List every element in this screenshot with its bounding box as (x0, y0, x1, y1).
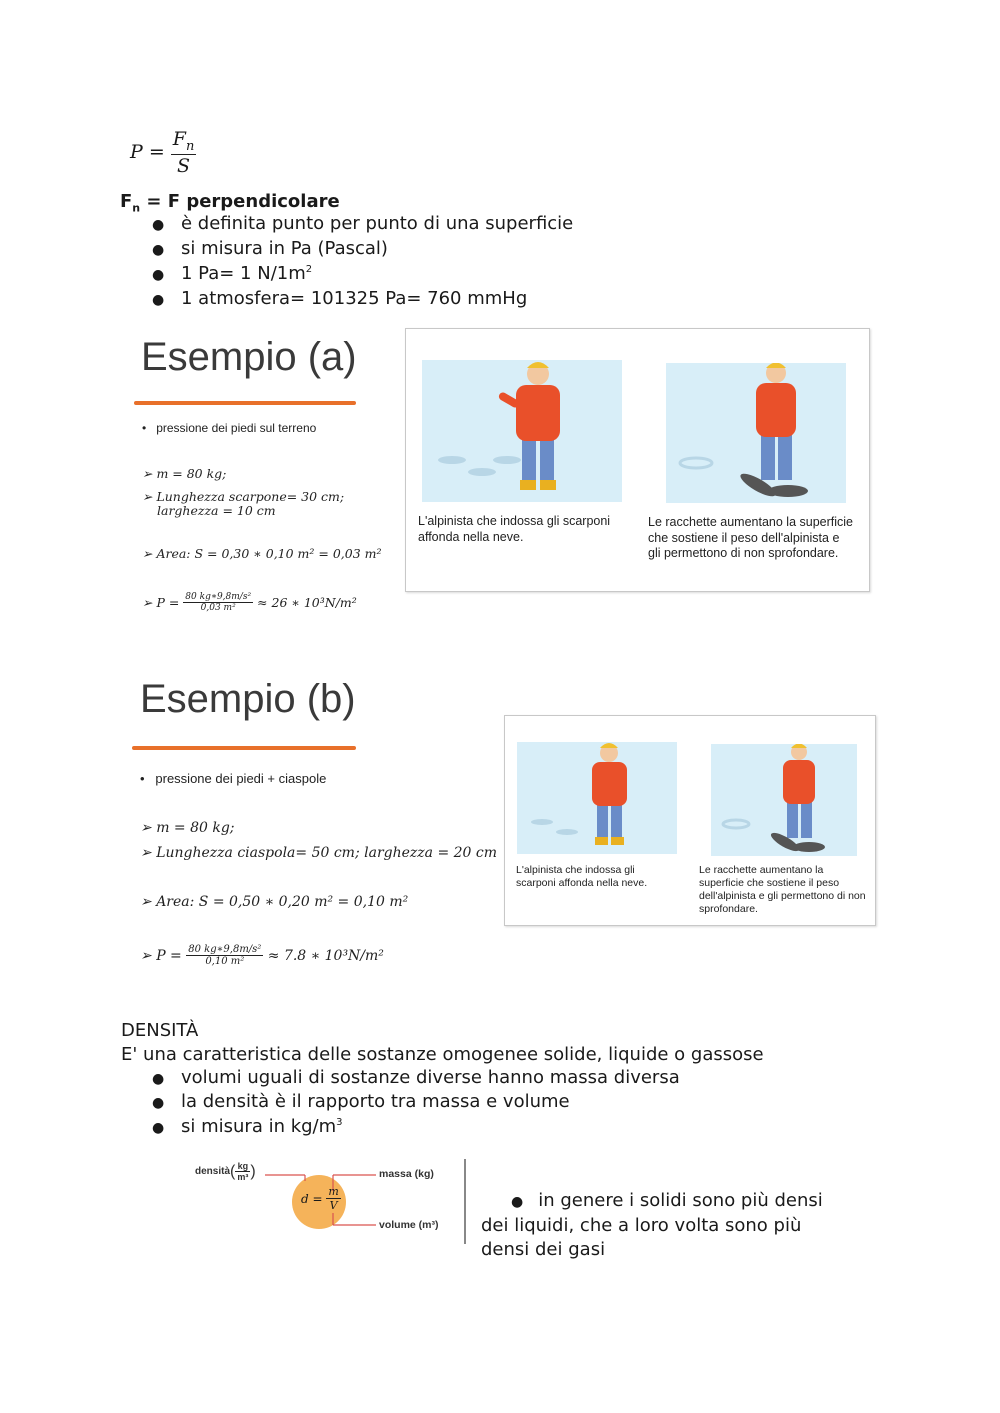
list-item: si misura in $kg/m^3$ (181, 1116, 343, 1137)
bullet-dot: ● (152, 267, 165, 283)
example-a-illustration (405, 328, 870, 592)
example-a-area: ➢ Area: S = 0,30 ∗ 0,10 m² = 0,03 m² (142, 546, 382, 561)
bullet-dot: ● (152, 242, 165, 258)
example-b-caption-left: L'alpinista che indossa gli scarponi affonda nella neve. (516, 864, 648, 890)
hiker-snowshoes-illustration (666, 363, 846, 503)
density-note (481, 1189, 823, 1262)
example-b-dimensions: ➢ Lunghezza ciaspola= 50 cm; larghezza = 20 cm (140, 845, 498, 861)
note-line: densi dei gasi (481, 1239, 606, 1260)
formula-lhs: P = (130, 141, 165, 164)
bullet-dot: ● (152, 217, 165, 233)
example-a-underline (134, 401, 356, 405)
formula-numerator: F (172, 128, 186, 150)
column-divider (464, 1159, 466, 1244)
example-b-area: ➢ Area: S = 0,50 ∗ 0,20 m² = 0,10 m² (140, 894, 409, 910)
list-item: la densità è il rapporto tra massa e volume (181, 1091, 570, 1112)
note-line: dei liquidi, che a loro volta sono più (481, 1215, 802, 1236)
density-label: densità ( $\frac{kg}{\text{m³}}$ ) (195, 1161, 256, 1182)
list-item: 1 Pa= 1 $N/1m^2$ (181, 263, 313, 284)
example-a-pressure: ➢ P = $\frac{\text{80 kg∗9,8m/s²}}{\text{0,03 m²}}$ ≈ 26 ∗ 10³N/m² (142, 592, 357, 613)
volume-label: volume (m³) (379, 1219, 439, 1231)
hiker-boots-illustration (517, 742, 677, 854)
example-a-caption-left: L'alpinista che indossa gli scarponi affonda nella neve. (418, 514, 611, 544)
formula-numerator-sub: n (185, 138, 195, 154)
fn-text: = F perpendicolare (140, 191, 340, 212)
example-a-length: ➢ Lunghezza scarpone= 30 cm; (142, 489, 345, 504)
density-diagram (190, 1155, 460, 1245)
bullet-dot: ● (511, 1194, 524, 1210)
list-item: si misura in Pa (Pascal) (181, 238, 388, 259)
example-a-title: Esempio (a) (141, 335, 357, 379)
bullet-dot: ● (152, 1120, 165, 1136)
example-b-illustration (504, 715, 876, 926)
fn-sub: n (132, 201, 141, 215)
bullet-dot: ● (152, 1095, 165, 1111)
example-a-mass: ➢ m = 80 kg; (142, 466, 227, 481)
bullet-dot: ● (152, 1071, 165, 1087)
density-heading: DENSITÀ (121, 1020, 199, 1041)
example-b-caption-right: Le racchette aumentano la superficie che sostiene il peso dell'alpinista e gli permettono di non sprofondare. (699, 864, 866, 916)
hiker-boots-illustration (422, 360, 622, 502)
example-a-width: larghezza = 10 cm (157, 503, 276, 518)
example-b-title: Esempio (b) (140, 677, 356, 721)
example-b-pressure: ➢ P = $\frac{\text{80 kg∗9,8m/s²}}{\text{0,10 m²}}$ ≈ 7.8 ∗ 10³N/m² (140, 944, 384, 967)
formula-denominator: S (177, 154, 191, 177)
density-intro: E' una caratteristica delle sostanze omogenee solide, liquide o gassose (121, 1044, 764, 1065)
example-b-mass: ➢ m = 80 kg; (140, 820, 235, 836)
pressure-formula (130, 128, 196, 177)
bullet-dot: ● (152, 292, 165, 308)
mass-label: massa (kg) (379, 1168, 434, 1180)
list-item: 1 atmosfera= 101325 Pa= 760 mmHg (181, 288, 528, 309)
fn-symbol: F (120, 191, 133, 212)
example-b-subtitle: • pressione dei piedi + ciaspole (140, 771, 327, 786)
hiker-snowshoes-illustration (711, 744, 857, 856)
note-line: in genere i solidi sono più densi (538, 1190, 823, 1211)
list-item: è definita punto per punto di una superficie (181, 213, 574, 234)
formula-fraction (171, 128, 197, 177)
list-item: volumi uguali di sostanze diverse hanno massa diversa (181, 1067, 680, 1088)
density-formula: d = $\frac{m}{V}$ (301, 1185, 339, 1212)
example-a-caption-right: Le racchette aumentano la superficie che sostiene il peso dell'alpinista e gli permettono di non sprofondare. (648, 515, 853, 561)
example-b-underline (132, 746, 356, 750)
example-a-subtitle: • pressione dei piedi sul terreno (142, 421, 317, 435)
